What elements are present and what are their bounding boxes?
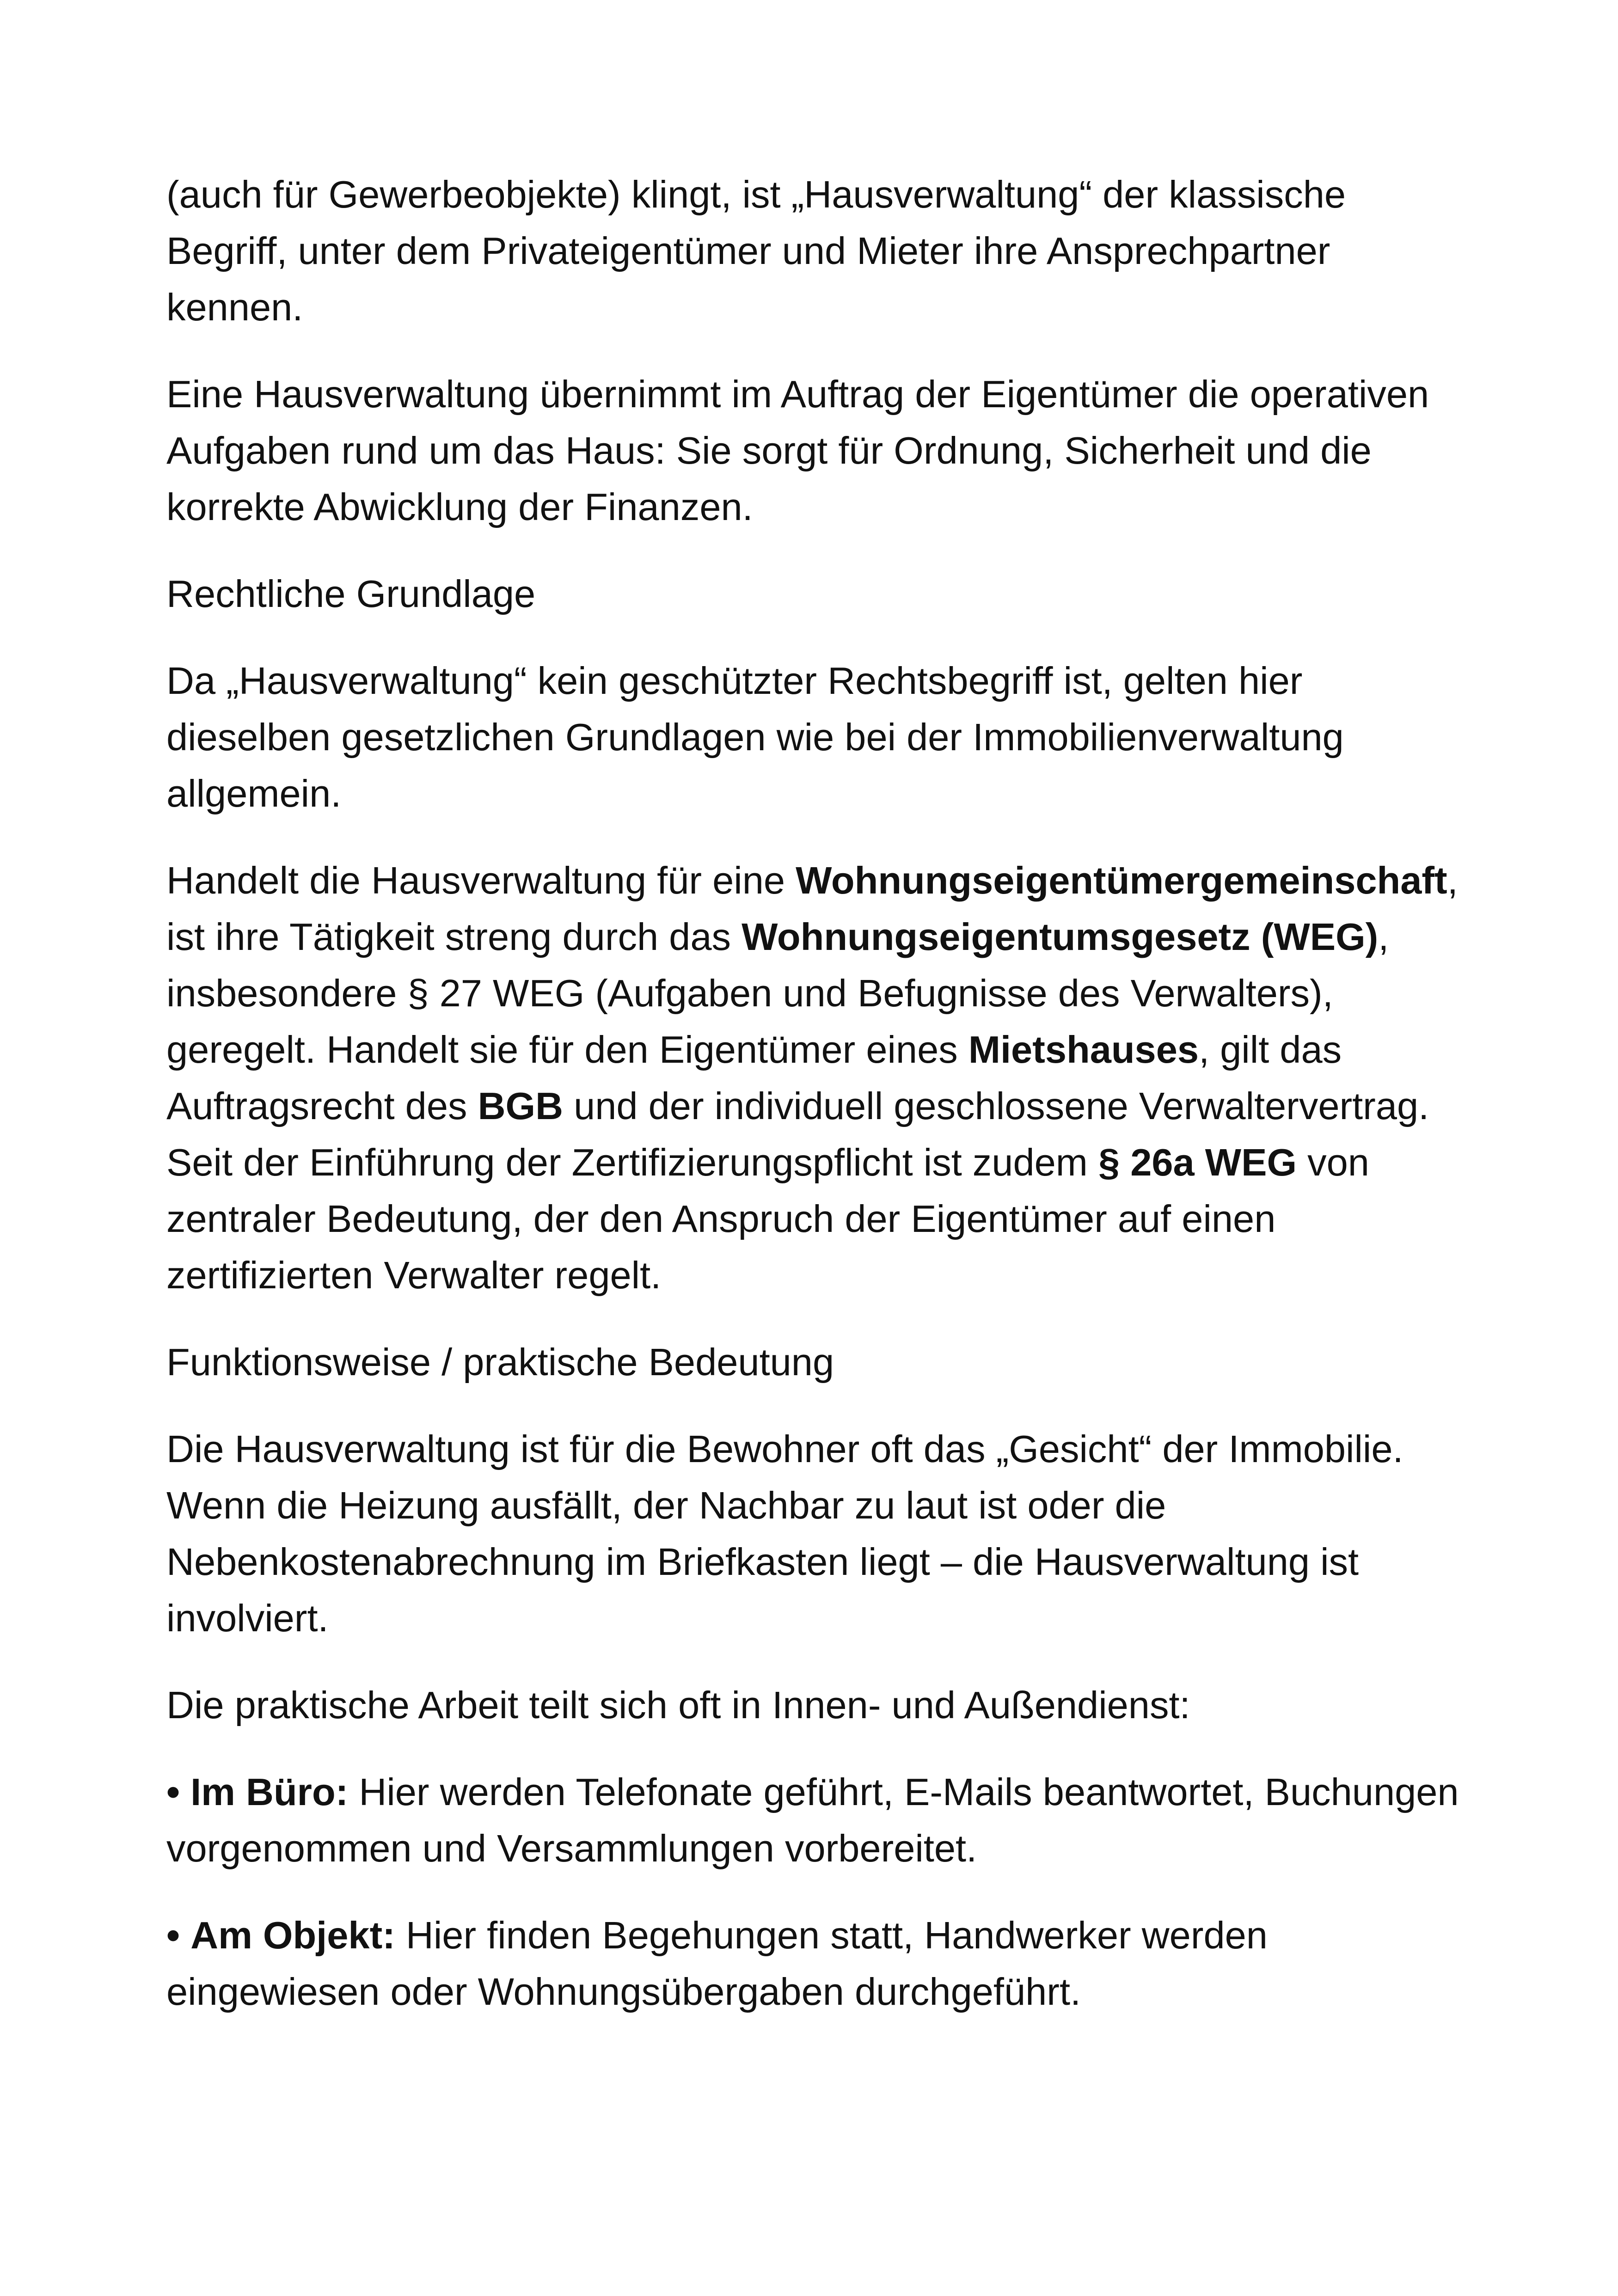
bullet-item-on-site bbox=[166, 1907, 1470, 2020]
bold-term-weg-community: Wohnungseigentümergemeinschaft bbox=[796, 859, 1447, 902]
text-run: , ist ihre Tätigkeit streng durch das bbox=[166, 859, 1458, 958]
section-heading-function: Funktionsweise / praktische Bedeutung bbox=[166, 1341, 834, 1384]
bullet-item-office bbox=[166, 1764, 1470, 1877]
paragraph-legal-basis bbox=[166, 852, 1470, 1304]
paragraph-face-of-property: Die Hausverwaltung ist für die Bewohner oft das „Gesicht“ der Immobilie. Wenn die Heizung ausfällt, der Nachbar zu laut ist oder die Nebenkostenabrechnung im Briefkasten liegt – die Hausverwaltung ist involviert. bbox=[166, 1427, 1403, 1640]
section-heading-legal: Rechtliche Grundlage bbox=[166, 572, 536, 615]
bullet-text: Hier finden Begehungen statt, Handwerker werden eingewiesen oder Wohnungsübergaben durchgeführt. bbox=[166, 1914, 1268, 2013]
text-run: und der individuell geschlossene Verwaltervertrag. Seit der Einführung der Zertifizierungspflicht ist zudem bbox=[166, 1084, 1429, 1184]
bold-term-bgb: BGB bbox=[478, 1084, 564, 1127]
bullet-icon: • bbox=[166, 1770, 180, 1813]
bold-term-26a-weg: § 26a WEG bbox=[1098, 1141, 1297, 1184]
paragraph-legal-term: Da „Hausverwaltung“ kein geschützter Rechtsbegriff ist, gelten hier dieselben gesetzlichen Grundlagen wie bei der Immobilienverwaltung allgemein. bbox=[166, 659, 1344, 815]
document-page bbox=[166, 166, 1470, 2051]
bullet-label: Im Büro: bbox=[190, 1770, 349, 1813]
bullet-icon: • bbox=[166, 1914, 180, 1957]
bullet-text: Hier werden Telefonate geführt, E-Mails beantwortet, Buchungen vorgenommen und Versammlungen vorbereitet. bbox=[166, 1770, 1459, 1870]
bold-term-rental-house: Mietshauses bbox=[968, 1028, 1199, 1071]
paragraph-tasks: Eine Hausverwaltung übernimmt im Auftrag der Eigentümer die operativen Aufgaben rund um das Haus: Sie sorgt für Ordnung, Sicherheit und die korrekte Abwicklung der Finanzen. bbox=[166, 373, 1429, 528]
paragraph-intro: (auch für Gewerbeobjekte) klingt, ist „Hausverwaltung“ der klassische Begriff, unter dem Privateigentümer und Mieter ihre Ansprechpartner kennen. bbox=[166, 173, 1346, 329]
bullet-label: Am Objekt: bbox=[190, 1914, 395, 1957]
text-run: von zentraler Bedeutung, der den Anspruch der Eigentümer auf einen zertifizierten Verwalter regelt. bbox=[166, 1141, 1369, 1297]
text-run: , gilt das Auftragsrecht des bbox=[166, 1028, 1342, 1127]
text-run: Handelt die Hausverwaltung für eine bbox=[166, 859, 796, 902]
bold-term-weg-law: Wohnungseigentumsgesetz (WEG) bbox=[742, 915, 1379, 958]
paragraph-work-split: Die praktische Arbeit teilt sich oft in Innen- und Außendienst: bbox=[166, 1684, 1190, 1727]
text-run: , insbesondere § 27 WEG (Aufgaben und Befugnisse des Verwalters), geregelt. Handelt sie für den Eigentümer eines bbox=[166, 915, 1389, 1071]
